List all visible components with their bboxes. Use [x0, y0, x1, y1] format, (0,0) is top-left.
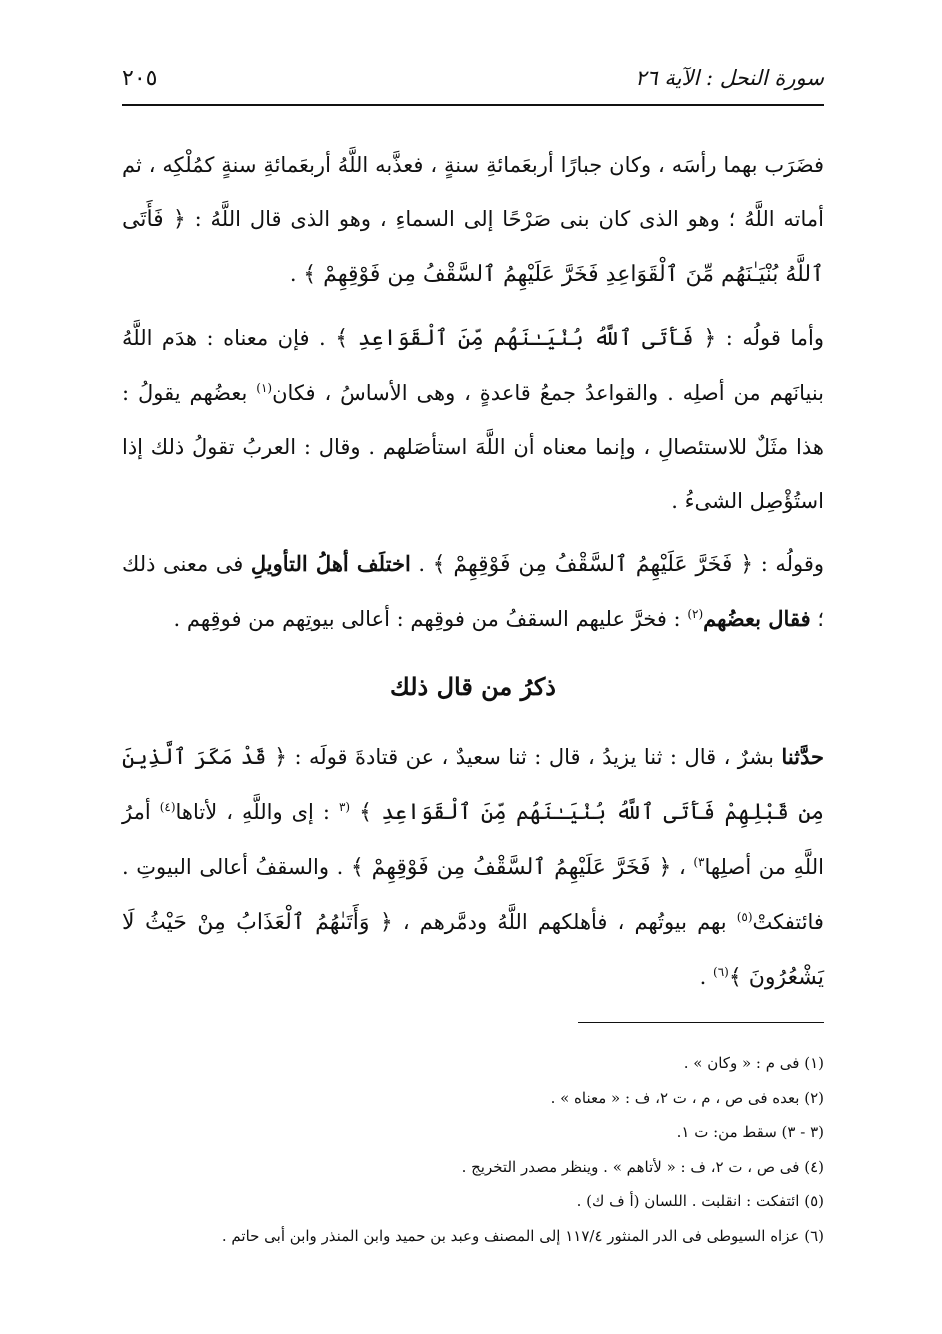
text-run: : فخرَّ عليهم السقفُ من فوقِهم : أعالى بيوتِهم من فوقِهم .	[173, 607, 681, 631]
bold-text: حدَّثنا	[781, 744, 825, 769]
quran-quote: ﴿ فَأَتَى ٱللَّهُ بُنْيَـٰنَهُم مِّنَ ٱلْقَوَاعِدِ فَخَرَّ عَلَيْهِمُ ٱلسَّقْفُ مِن فَوْقِهِمْ ﴾	[122, 207, 824, 287]
footnote-6: (٦) عزاه السيوطى فى الدر المنثور ١١٧/٤ إلى المصنف وعبد بن حميد وابن المنذر وابن أبى حاتم .	[221, 1226, 824, 1245]
footnote-ref[interactable]: (٥)	[736, 910, 753, 924]
footnote-ref[interactable]: ٣)	[693, 855, 705, 869]
bold-text: اختلَف أهلُ التأويلِ	[250, 551, 411, 576]
footnote-ref[interactable]: (١)	[256, 381, 273, 395]
text-run: ،	[678, 855, 686, 879]
paragraph-2	[122, 311, 824, 528]
paragraph-3	[122, 537, 824, 646]
text-run: .	[699, 965, 707, 989]
footnotes	[150, 1046, 824, 1253]
footnote-ref[interactable]: (٦)	[713, 965, 729, 979]
footnote-2: (٢) بعده فى ص ، م ، ت ٢، ف : « معناه » .	[550, 1088, 824, 1107]
text-run: .	[289, 262, 297, 286]
quran-quote: ﴿ قَدْ مَكَرَ ٱلَّذِينَ مِن قَبْلِهِمْ فَأَتَى ٱللَّهُ بُنْيَـٰنَهُم مِّنَ ٱلْقَوَاعِدِ ﴾	[122, 745, 824, 825]
quran-quote: ﴿ فَأَتَى ٱللَّهُ بُنْيَـٰنَهُم مِّنَ ٱلْقَوَاعِدِ ﴾	[335, 326, 717, 351]
page-number: ٢٠٥	[122, 65, 158, 91]
text-run: . فإن معناه : هدَم اللَّهُ بنيانَهم من أصلِه . والقواعدُ جمعُ قاعدةٍ ، وهى الأساسُ ، فكان	[122, 326, 825, 405]
quran-quote: ﴿ فَخَرَّ عَلَيْهِمُ ٱلسَّقْفُ مِن فَوْقِهِمْ ﴾	[432, 552, 754, 577]
footnote-4: (٤) فى ص ، ت ٢، ف : « لأتاهم » . وينظر مصدر التخريج .	[461, 1157, 824, 1176]
footnote-3: (٣ - ٣) سقط من: ت ١.	[676, 1123, 824, 1141]
quran-quote: ﴿ فَخَرَّ عَلَيْهِمُ ٱلسَّقْفُ مِن فَوْقِهِمْ ﴾	[350, 855, 672, 880]
bold-text: فقال بعضُهم	[703, 606, 811, 631]
text-run: فضَرَب بهما رأسَه ، وكان جبارًا أربعَمائةِ سنةٍ ، فعذَّبه اللَّهُ أربعَمائةِ سنةٍ كمُلْكِه ، ثم أماته اللَّهُ ؛ وهو الذى كان بنى صَرْحًا إلى السماءِ ، وهو الذى قال اللَّهُ :	[122, 153, 824, 231]
footnote-ref[interactable]: (٤)	[159, 800, 176, 814]
section-title: ذكرُ من قال ذلك	[390, 672, 556, 701]
page-header	[122, 58, 824, 98]
text-run: وأما قولُه :	[725, 326, 825, 350]
text-run: . والسقفُ أعالى البيوتِ . فائتفكتْ	[122, 855, 824, 934]
text-run: بهم بيوتُهم ، فأهلكهم اللَّهُ ودمَّرهم ،	[402, 910, 727, 934]
text-run: أمرُ اللَّهِ من أصلِها	[122, 800, 824, 879]
footnote-ref[interactable]: (٣	[338, 800, 351, 814]
text-run: .	[418, 552, 426, 576]
footnote-1: (١) فى م : « وكان » .	[683, 1054, 824, 1072]
main-text	[122, 138, 824, 1014]
text-run: بعضُهم يقولُ : هذا مثَلٌ للاستئصالِ ، وإنما معناه أن اللَّهَ استأصَلهم . وقال : العربُ تقولُ ذلك إذا استُؤْصِل الشىءُ .	[122, 381, 824, 513]
header-rule	[122, 104, 824, 106]
paragraph-4	[122, 730, 824, 1005]
text-run: بشرٌ ، قال : ثنا يزيدُ ، قال : ثنا سعيدٌ ، عن قتادةَ قولَه :	[294, 745, 774, 769]
text-run: وقولُه :	[760, 552, 825, 576]
running-head: سورة النحل : الآية ٢٦	[635, 66, 824, 90]
text-run: : إى واللَّهِ ، لأتاها	[175, 800, 330, 824]
footnote-5: (٥) ائتفكت : انقلبت . اللسان (أ ف ك) .	[576, 1192, 824, 1210]
footnote-rule	[578, 1022, 824, 1023]
quran-quote: ﴿ وَأَتَىٰهُمُ ٱلْعَذَابُ مِنْ حَيْثُ لَا يَشْعُرُونَ ﴾	[122, 910, 824, 990]
text-run: فى معنى ذلك ؛	[122, 552, 824, 631]
paragraph-1	[122, 138, 824, 302]
footnote-ref[interactable]: (٢)	[687, 607, 704, 621]
